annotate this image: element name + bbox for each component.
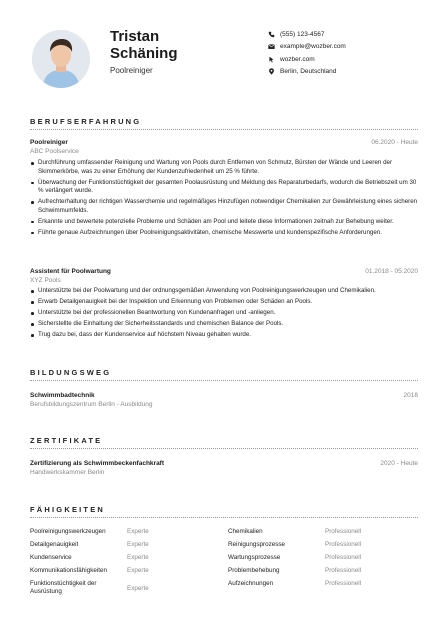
education-divider	[30, 380, 418, 381]
education-school: Berufsbildungszentrum Berlin - Ausbildung	[30, 401, 153, 408]
skills-heading: FÄHIGKEITEN	[30, 505, 106, 514]
last-name: Schäning	[110, 45, 178, 62]
profile-photo-icon	[32, 30, 90, 88]
certificate-date: 2020 - Heute	[380, 460, 418, 467]
list-item: Unterstützte bei der Poolwartung und der ordnungsgemäßen Anwendung von Poolreinigungswerkzeugen und Chemikalien.	[30, 287, 418, 296]
list-item: Trug dazu bei, dass der Kundenservice auf höchstem Niveau gehalten wurde.	[30, 331, 418, 340]
skill-level: Experte	[127, 567, 149, 574]
job-role: Poolreiniger	[110, 66, 153, 75]
job-2-date: 01.2018 - 05.2020	[365, 268, 418, 275]
list-item: Überwachung der Funktionstüchtigkeit der gesamten Poolausrüstung und Meldung des Reparaturbedarfs, wodurch die Betriebszeit um 30 % verlängert wurde.	[30, 179, 418, 196]
list-item: Sicherstellte die Einhaltung der Sicherheitsstandards und chemischen Balance der Pools.	[30, 320, 418, 329]
skill-level: Professionell	[325, 528, 362, 535]
pointer-icon	[268, 56, 280, 63]
skill-name: Kommunikationsfähigkeiten	[30, 567, 108, 574]
location-pin-icon	[268, 68, 280, 75]
certificate-issuer: Handwerkskammer Berlin	[30, 469, 105, 476]
job-1-bullets	[30, 159, 418, 240]
list-item: Erwarb Detailgenauigkeit bei der Inspektion und Erkennung von Problemen oder Schäden an Pools.	[30, 298, 418, 307]
education-date: 2018	[403, 392, 418, 399]
certificate-name: Zertifizierung als Schwimmbeckenfachkraft	[30, 460, 165, 467]
skill-level: Experte	[127, 554, 149, 561]
skill-name: Problembehebung	[228, 567, 280, 574]
education-heading: BILDUNGSWEG	[30, 368, 112, 377]
skill-name: Funktionstüchtigkeit der Ausrüstung	[30, 580, 97, 595]
job-2-title: Assistent für Poolwartung	[30, 268, 111, 275]
skill-name: Chemikalien	[228, 528, 263, 535]
avatar	[32, 30, 90, 88]
job-1-title: Poolreiniger	[30, 139, 68, 146]
phone-text: (555) 123-4567	[280, 30, 325, 38]
first-name: Tristan	[110, 28, 160, 45]
skill-level: Experte	[127, 541, 149, 548]
skill-level: Experte	[127, 528, 149, 535]
contact-email	[268, 41, 438, 54]
list-item: Erkannte und bewertete potenzielle Probleme und Schäden am Pool und leitete diese Informationen zeitnah zur Behebung weiter.	[30, 218, 418, 227]
skill-level: Professionell	[325, 554, 362, 561]
contact-block	[268, 28, 438, 78]
envelope-icon	[268, 43, 280, 50]
skill-name: Aufzeichnungen	[228, 580, 274, 587]
skill-level: Professionell	[325, 580, 362, 587]
contact-phone	[268, 28, 438, 41]
list-item: Durchführung umfassender Reinigung und Wartung von Pools durch Entfernen von Schmutz, Bürsten der Wände und Leeren der Skimmerkörbe, was zu einer Erhöhung der Kundenzufriedenheit um 25 % führte.	[30, 159, 418, 176]
skill-name: Wartungsprozesse	[228, 554, 281, 561]
phone-icon	[268, 31, 280, 38]
skill-level: Professionell	[325, 567, 362, 574]
full-name	[110, 28, 250, 62]
website-link[interactable]: wozber.com	[280, 55, 315, 63]
skill-name: Reinigungsprozesse	[228, 541, 286, 548]
job-1-date: 06.2020 - Heute	[371, 139, 418, 146]
skill-level: Professionell	[325, 541, 362, 548]
experience-heading: BERUFSERFAHRUNG	[30, 117, 142, 126]
skill-name: Poolreinigungswerkzeugen	[30, 528, 106, 535]
job-2-company: XYZ Pools	[30, 277, 61, 284]
skills-divider	[30, 517, 418, 518]
certificates-heading: ZERTIFIKATE	[30, 436, 103, 445]
education-degree: Schwimmbadtechnik	[30, 392, 95, 399]
list-item: Unterstützte bei der professionellen Beantwortung von Kundenanfragen und -anliegen.	[30, 309, 418, 318]
location-text: Berlin, Deutschland	[280, 68, 337, 76]
email-link[interactable]: example@wozber.com	[280, 43, 346, 51]
skill-name: Detailgenauigkeit	[30, 541, 79, 548]
job-2-bullets	[30, 287, 418, 342]
skill-level: Experte	[127, 585, 149, 592]
job-1-company: ABC Poolservice	[30, 148, 79, 155]
certificates-divider	[30, 448, 418, 449]
experience-divider	[30, 129, 418, 130]
list-item: Aufrechterhaltung der richtigen Wasserchemie und regelmäßiges Hinzufügen notwendiger Chemikalien zur Gewährleistung eines sicheren Schwimmumfelds.	[30, 198, 418, 215]
list-item: Führte genaue Aufzeichnungen über Poolreinigungsaktivitäten, chemische Messwerte und kundenspezifische Anforderungen.	[30, 229, 418, 238]
skill-name: Kundenservice	[30, 554, 72, 561]
contact-location	[268, 66, 438, 79]
contact-website	[268, 53, 438, 66]
